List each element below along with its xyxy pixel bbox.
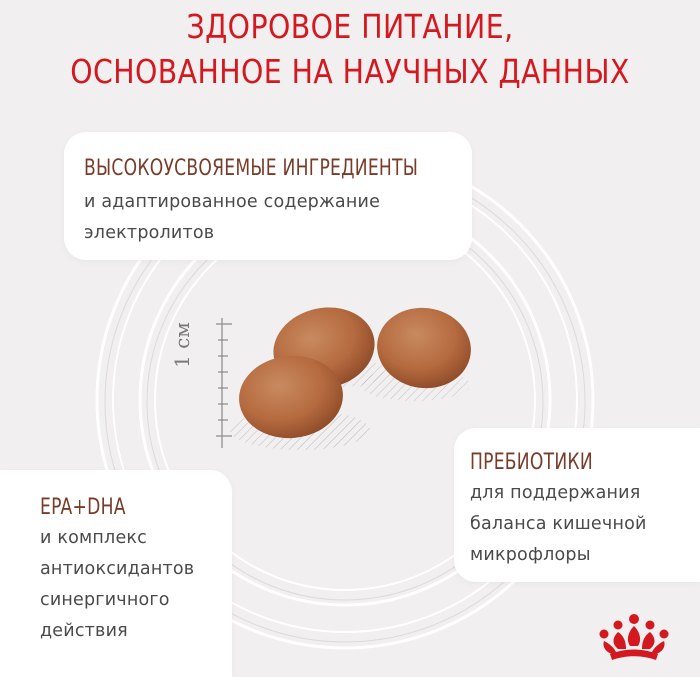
- epa-dha-text-line: действия: [40, 621, 128, 641]
- ingredients-text: [84, 187, 380, 249]
- title-line-1: ЗДОРОВОЕ ПИТАНИЕ,: [186, 7, 514, 46]
- epa-dha-title: EPA+DHA: [40, 495, 126, 520]
- prebiotics-text-line: для поддержания: [470, 483, 641, 503]
- ingredients-title: ВЫСОКОУСВОЯЕМЫЕ ИНГРЕДИЕНТЫ: [84, 156, 419, 181]
- epa-dha-text-line: антиоксидантов: [40, 559, 195, 579]
- epa-dha-text: [40, 523, 194, 647]
- page-title: [49, 0, 651, 94]
- prebiotics-text: [470, 478, 647, 571]
- scale-label: 1 см: [170, 322, 194, 368]
- prebiotics-text-line: микрофлоры: [470, 545, 591, 565]
- epa-dha-text-line: и комплекс: [40, 528, 147, 548]
- ingredients-text-line: и адаптированное содержание: [84, 192, 381, 212]
- ingredients-card: [64, 132, 472, 260]
- title-line-2: ОСНОВАННОЕ НА НАУЧНЫХ ДАННЫХ: [70, 52, 630, 91]
- prebiotics-text-line: баланса кишечной: [470, 514, 647, 534]
- prebiotics-card: [454, 428, 700, 582]
- prebiotics-title: ПРЕБИОТИКИ: [470, 450, 593, 475]
- crown-logo-icon: [596, 612, 672, 664]
- ingredients-text-line: электролитов: [84, 223, 215, 243]
- epa-dha-card: [0, 470, 232, 677]
- epa-dha-text-line: синергичного: [40, 590, 170, 610]
- ruler: [216, 318, 232, 448]
